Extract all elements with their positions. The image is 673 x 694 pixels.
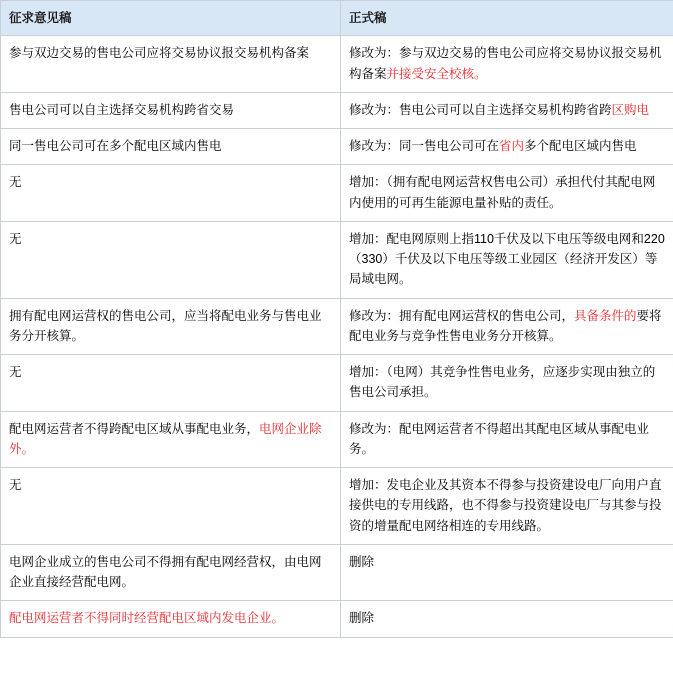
cell-draft bbox=[1, 221, 341, 298]
text-segment: 无 bbox=[9, 478, 22, 492]
cell-draft bbox=[1, 411, 341, 468]
cell-final bbox=[341, 411, 673, 468]
cell-final bbox=[341, 129, 673, 165]
text-segment: 删除 bbox=[349, 611, 375, 626]
cell-draft bbox=[1, 601, 341, 637]
cell-final bbox=[341, 36, 673, 93]
cell-draft bbox=[1, 355, 341, 412]
table-row bbox=[1, 601, 673, 637]
table-row bbox=[1, 36, 673, 93]
cell-final bbox=[341, 92, 673, 128]
text-segment: 多个配电区域内售电 bbox=[524, 139, 637, 153]
cell-final bbox=[341, 298, 673, 355]
table-row bbox=[1, 411, 673, 468]
text-segment: 增加：（拥有配电网运营权售电公司）承担代付其配电网内使用的可再生能源电量补贴的责任。 bbox=[349, 175, 656, 210]
table-row bbox=[1, 355, 673, 412]
text-segment: 电网企业成立的售电公司不得拥有配电网经营权，由电网企业直接经营配电网。 bbox=[9, 554, 322, 589]
text-segment: 并接受安全校核 bbox=[386, 66, 475, 81]
text-segment: 修改为：售电公司可以自主选择交易机构跨省跨 bbox=[349, 102, 612, 117]
text-segment: 修改为：参与双边交易的售电公司应将交易协议报交易机构备案 bbox=[349, 46, 662, 81]
text-segment: 增加：（电网）其竞争性售电业务，应逐步实现由独立的售电公司承担。 bbox=[349, 365, 656, 400]
cell-draft bbox=[1, 165, 341, 222]
text-segment: 售电公司可以自主选择交易机构跨省交易 bbox=[9, 102, 235, 117]
text-segment: 要将配电业务与竞争性售电业务分开核算。 bbox=[349, 308, 662, 343]
table-row bbox=[1, 165, 673, 222]
table-row bbox=[1, 468, 673, 545]
cell-final bbox=[341, 601, 673, 637]
text-segment: 修改为：拥有配电网运营权的售电公司， bbox=[349, 308, 575, 323]
text-segment: 参与双边交易的售电公司应将交易协议报交易机构备案 bbox=[9, 46, 310, 61]
table-row bbox=[1, 298, 673, 355]
cell-final bbox=[341, 165, 673, 222]
cell-final bbox=[341, 468, 673, 545]
text-segment: 删除 bbox=[349, 554, 375, 569]
text-segment: 。 bbox=[474, 66, 487, 81]
column-header-final: 正式稿 bbox=[341, 1, 673, 36]
text-segment: 修改为：配电网运营者不得超出其配电区域从事配电业务。 bbox=[349, 421, 650, 456]
cell-draft bbox=[1, 36, 341, 93]
table-row bbox=[1, 92, 673, 128]
text-segment: 省内 bbox=[499, 139, 525, 153]
text-segment: 增加：配电网原则上指110千伏及以下电压等级电网和220（330）千伏及以下电压等级工业园区（经济开发区）等局域电网。 bbox=[349, 231, 665, 287]
text-segment: 配电网运营者不得跨配电区域从事配电业务， bbox=[9, 421, 260, 436]
column-header-draft: 征求意见稿 bbox=[1, 1, 341, 36]
text-segment: 增加：发电企业及其资本不得参与投资建设电厂向用户直接供电的专用线路，也不得参与投资建设电厂与其参与投资的增量配电网络相连的专用线路。 bbox=[349, 478, 662, 533]
table-row bbox=[1, 129, 673, 165]
cell-draft bbox=[1, 92, 341, 128]
text-segment: 无 bbox=[9, 231, 22, 246]
cell-draft bbox=[1, 298, 341, 355]
cell-draft bbox=[1, 129, 341, 165]
table-body bbox=[1, 36, 673, 637]
text-segment: 配电网运营者不得同时经营配电区域内发电企业。 bbox=[9, 611, 285, 626]
table-row bbox=[1, 221, 673, 298]
text-segment: 具备条件的 bbox=[574, 308, 637, 323]
table-header-row bbox=[1, 1, 673, 36]
cell-draft bbox=[1, 468, 341, 545]
cell-final bbox=[341, 544, 673, 601]
cell-draft bbox=[1, 544, 341, 601]
table-row bbox=[1, 544, 673, 601]
text-segment: 修改为：同一售电公司可在 bbox=[349, 139, 500, 153]
text-segment: 拥有配电网运营权的售电公司，应当将配电业务与售电业务分开核算。 bbox=[9, 308, 322, 343]
text-segment: 电网企业除外。 bbox=[9, 421, 322, 456]
cell-final bbox=[341, 221, 673, 298]
text-segment: 区购电 bbox=[611, 102, 650, 117]
text-segment: 无 bbox=[9, 175, 22, 190]
text-segment: 同一售电公司可在多个配电区域内售电 bbox=[9, 139, 222, 153]
text-segment: 无 bbox=[9, 365, 22, 379]
cell-final bbox=[341, 355, 673, 412]
